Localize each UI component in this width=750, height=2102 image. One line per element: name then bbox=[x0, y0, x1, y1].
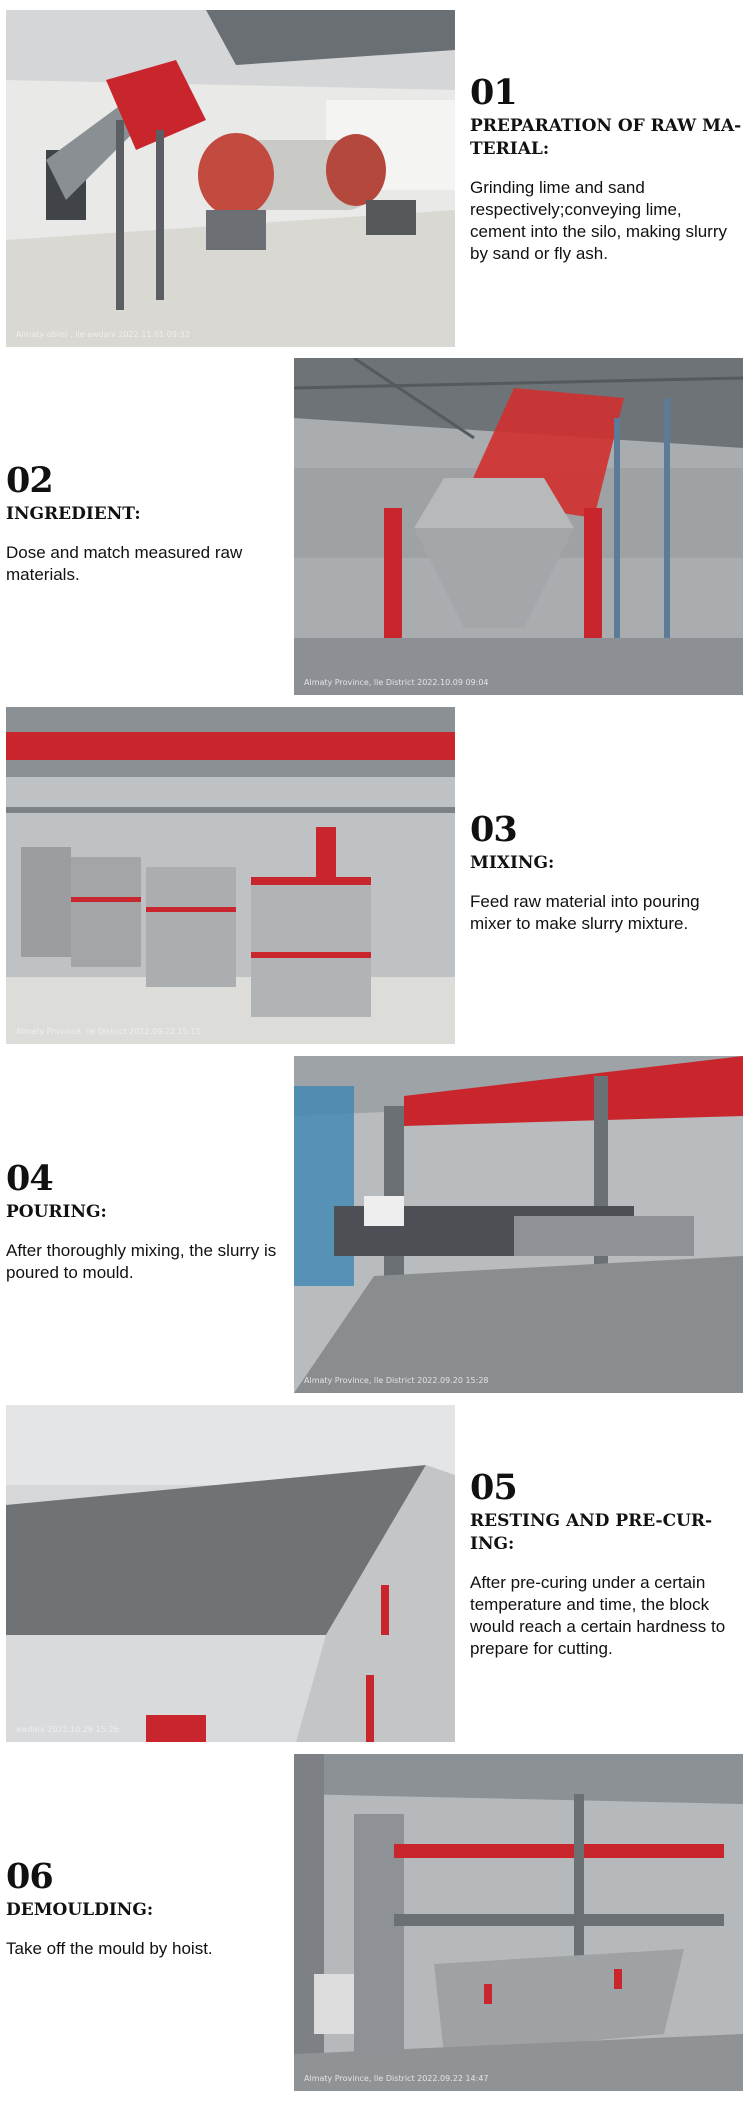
step-title: PREPARATION OF RAW MA- TERIAL: bbox=[470, 116, 742, 159]
step-text bbox=[6, 1159, 278, 1284]
step-description: After thoroughly mixing, the slurry is poured to mould. bbox=[6, 1241, 277, 1282]
ball-mill-illustration bbox=[6, 10, 455, 347]
step-description: Dose and match measured raw materials. bbox=[6, 543, 243, 584]
step-title: MIXING: bbox=[470, 853, 555, 873]
ball-mill-photo bbox=[6, 10, 455, 347]
step-title: INGREDIENT: bbox=[6, 504, 141, 524]
step-03 bbox=[0, 707, 750, 1055]
photo-caption: awdani 2022.10.26 15:26 bbox=[16, 1725, 119, 1734]
step-title: POURING: bbox=[6, 1202, 107, 1222]
mixers-illustration bbox=[6, 707, 455, 1044]
demoulding-illustration bbox=[294, 1754, 743, 2091]
step-text bbox=[470, 810, 742, 935]
step-description: Take off the mould by hoist. bbox=[6, 1939, 213, 1958]
step-02 bbox=[0, 358, 750, 706]
step-text bbox=[470, 1468, 742, 1660]
mixing-tanks-photo bbox=[6, 707, 455, 1044]
step-number: 06 bbox=[6, 1856, 53, 1897]
pouring-station-photo bbox=[294, 1056, 743, 1393]
photo-caption: Almaty Province, lle District 2022.09.20 15:28 bbox=[304, 1376, 489, 1385]
step-description: Grinding lime and sand respectively;conveying lime, cement into the silo, making slurry by sand or fly ash. bbox=[470, 178, 727, 263]
step-number: 05 bbox=[470, 1467, 517, 1508]
photo-caption: Almaty Province, lle District 2022.09.22 14:47 bbox=[304, 2074, 489, 2083]
step-number: 01 bbox=[470, 72, 517, 113]
hopper-illustration bbox=[294, 358, 743, 695]
step-05 bbox=[0, 1405, 750, 1753]
step-text bbox=[6, 461, 278, 586]
demoulding-hoist-photo bbox=[294, 1754, 743, 2091]
step-number: 02 bbox=[6, 460, 53, 501]
step-text bbox=[470, 73, 742, 265]
step-title: DEMOULDING: bbox=[6, 1900, 154, 1920]
step-title: RESTING AND PRE-CUR- ING: bbox=[470, 1511, 713, 1554]
step-description: After pre-curing under a certain temperature and time, the block would reach a certain hardness to prepare for cutting. bbox=[470, 1573, 726, 1658]
photo-caption: Almaty Province, lle District 2022.10.09 09:04 bbox=[304, 678, 489, 687]
photo-caption: Almaty Province, lle District 2022.09.22 15:11 bbox=[16, 1027, 201, 1036]
step-description: Feed raw material into pouring mixer to make slurry mixture. bbox=[470, 892, 700, 933]
photo-caption: Almaty oblisi , lle awdani 2022.11.01 09:32 bbox=[16, 330, 190, 339]
ingredient-hopper-photo bbox=[294, 358, 743, 695]
step-01 bbox=[0, 10, 750, 358]
pre-curing-block-photo bbox=[6, 1405, 455, 1742]
step-text bbox=[6, 1857, 278, 1960]
pouring-illustration bbox=[294, 1056, 743, 1393]
pre-curing-illustration bbox=[6, 1405, 455, 1742]
step-number: 04 bbox=[6, 1158, 53, 1199]
step-06 bbox=[0, 1754, 750, 2102]
step-number: 03 bbox=[470, 809, 517, 850]
step-04 bbox=[0, 1056, 750, 1404]
